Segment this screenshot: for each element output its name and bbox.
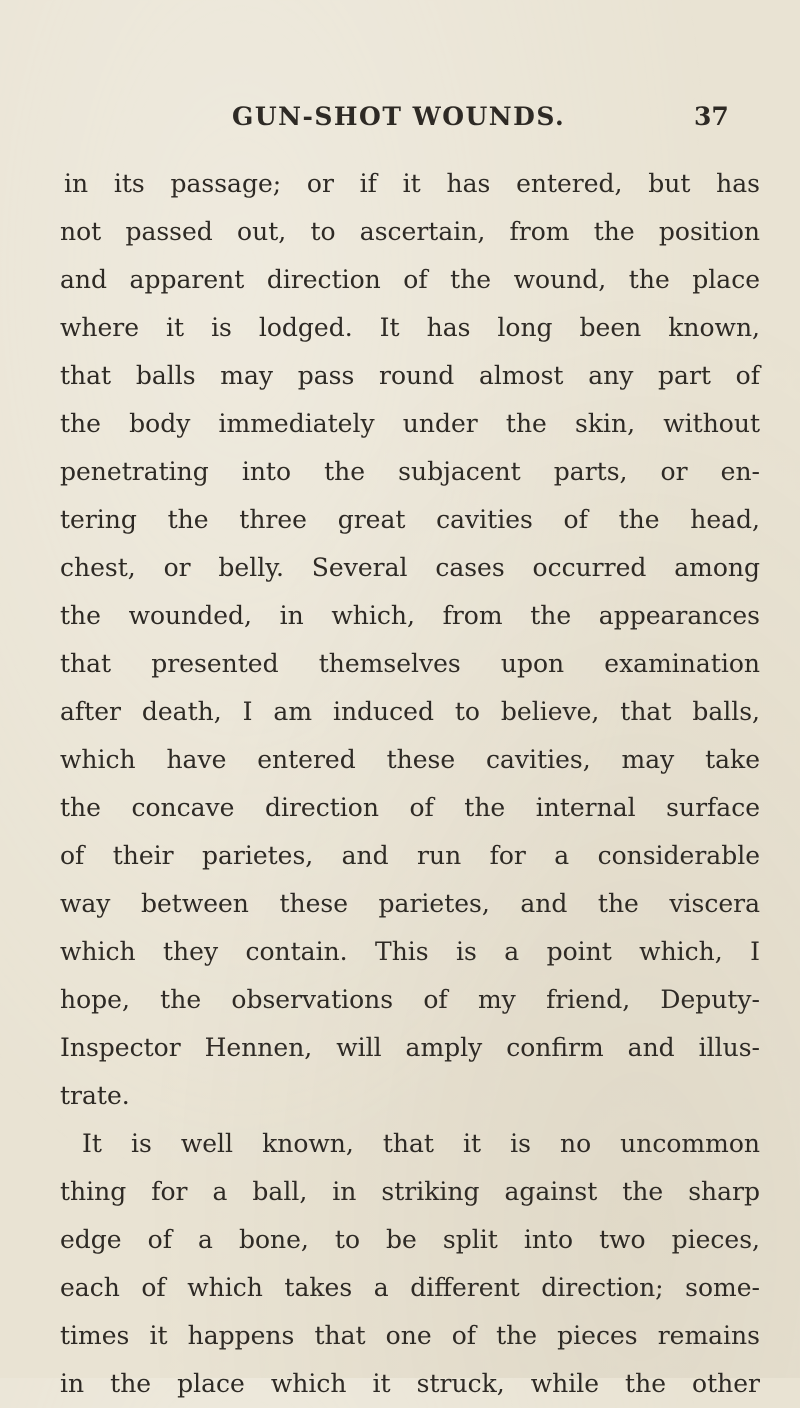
text-line: the body immediately under the skin, without: [60, 409, 760, 438]
text-line: the concave direction of the internal surface: [60, 793, 760, 822]
text-line: which they contain. This is a point which, I: [60, 937, 760, 966]
text-line: in the place which it struck, while the other: [60, 1369, 760, 1398]
text-line: It is well known, that it is no uncommon: [82, 1129, 760, 1158]
text-line: each of which takes a different direction; some-: [60, 1273, 760, 1302]
text-line: chest, or belly. Several cases occurred among: [60, 553, 760, 582]
text-line: not passed out, to ascertain, from the position: [60, 217, 760, 246]
text-line: edge of a bone, to be split into two pieces,: [60, 1225, 760, 1254]
text-line: in its passage; or if it has entered, but has: [64, 169, 760, 198]
text-line: trate.: [60, 1081, 130, 1110]
running-head: [0, 100, 800, 140]
body-text: [60, 160, 760, 1408]
text-line: way between these parietes, and the viscera: [60, 889, 760, 918]
text-line: after death, I am induced to believe, that balls,: [60, 697, 760, 726]
text-line: times it happens that one of the pieces remains: [60, 1321, 760, 1350]
text-line: Inspector Hennen, will amply confirm and illus-: [60, 1033, 760, 1062]
text-line: tering the three great cavities of the head,: [60, 505, 760, 534]
text-line: that presented themselves upon examination: [60, 649, 760, 678]
text-line: which have entered these cavities, may take: [60, 745, 760, 774]
text-line: where it is lodged. It has long been known,: [60, 313, 760, 342]
running-title: GUN-SHOT WOUNDS.: [232, 102, 566, 131]
text-line: thing for a ball, in striking against the sharp: [60, 1177, 760, 1206]
text-line: of their parietes, and run for a considerable: [60, 841, 760, 870]
text-line: and apparent direction of the wound, the place: [60, 265, 760, 294]
page-number: 37: [694, 102, 729, 131]
text-line: that balls may pass round almost any part of: [60, 361, 760, 390]
text-line: the wounded, in which, from the appearances: [60, 601, 760, 630]
text-line: hope, the observations of my friend, Deputy-: [60, 985, 760, 1014]
text-line: penetrating into the subjacent parts, or en-: [60, 457, 760, 486]
